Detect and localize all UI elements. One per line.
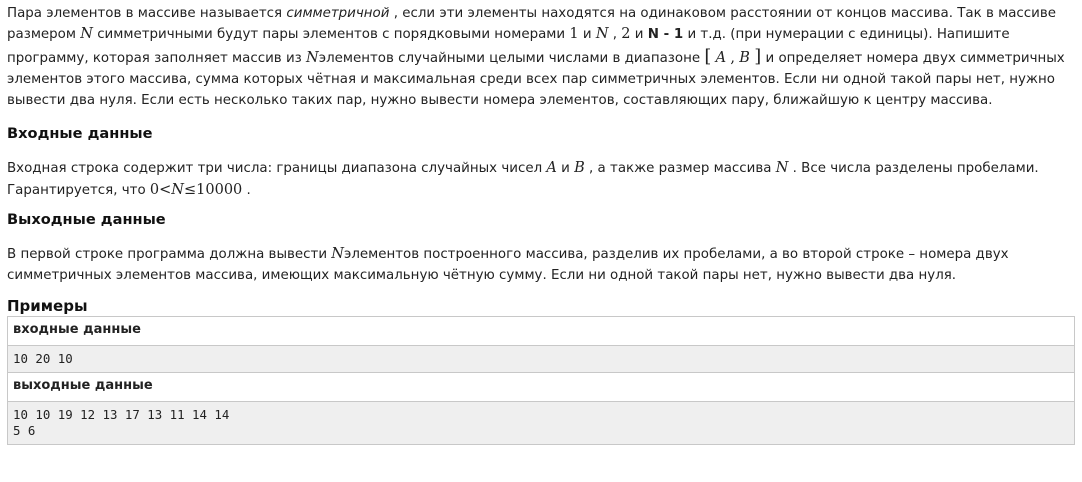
math-comma: , bbox=[730, 49, 736, 66]
example-input-value[interactable] bbox=[8, 345, 1075, 372]
math-var-a: A bbox=[546, 160, 557, 177]
example-input-row bbox=[8, 345, 1075, 372]
statement-text: и bbox=[634, 27, 644, 43]
math-var-a: A bbox=[715, 49, 727, 66]
math-bracket: ] bbox=[754, 45, 762, 67]
math-var-b: B bbox=[739, 49, 750, 66]
math-operator: ≤ bbox=[183, 181, 197, 198]
example-output-line: 10 10 19 12 13 17 13 11 14 14 bbox=[13, 406, 230, 422]
input-heading: Входные данные bbox=[7, 125, 153, 143]
input-text: Входная строка содержит три числа: границы диапазона случайных чисел bbox=[7, 161, 543, 177]
math-bracket: [ bbox=[704, 45, 712, 67]
statement-text: и т.д. (при нумерации с единицы). Напишите программу, которая заполняет массив из bbox=[7, 27, 1010, 66]
statement-text: , bbox=[612, 27, 618, 43]
output-text: В первой строке программа должна вывести bbox=[7, 247, 328, 263]
math-number: 10000 bbox=[196, 181, 243, 198]
math-number: 0 bbox=[149, 181, 160, 198]
input-text: , а также размер массива bbox=[589, 161, 772, 177]
math-var-n: N bbox=[775, 160, 789, 177]
examples-heading: Примеры bbox=[7, 296, 88, 315]
statement-text: элементов случайными целыми числами в диапазоне bbox=[318, 50, 701, 66]
math-var-n: N bbox=[306, 49, 319, 66]
input-description bbox=[7, 158, 1075, 201]
example-input-label: входные данные bbox=[8, 316, 1075, 345]
example-output-line: 5 6 bbox=[13, 422, 36, 438]
math-var-n: N bbox=[331, 246, 344, 263]
statement-text: и bbox=[582, 27, 592, 43]
math-var-n: N bbox=[595, 26, 609, 43]
math-operator: < bbox=[159, 181, 172, 198]
input-text: . Все числа разделены пробелами. Гарантируется, что bbox=[7, 161, 1039, 198]
statement-text: Пара элементов в массиве называется bbox=[7, 6, 283, 21]
example-output-value[interactable] bbox=[8, 401, 1075, 444]
output-text: элементов построенного массива, разделив их пробелами, а во второй строке – номера двух симметричных элементов массива, имеющих максимальную чётную сумму. Если ни одной такой пары нет, нужно вывести два нуля. bbox=[7, 247, 1009, 284]
examples-table bbox=[7, 316, 1075, 445]
example-output-label: выходные данные bbox=[8, 372, 1075, 401]
statement-text: , если эти элементы находятся на одинаковом расстоянии от концов массива. Так в массиве размером bbox=[7, 6, 1056, 43]
input-text: . bbox=[246, 182, 251, 198]
output-heading: Выходные данные bbox=[7, 211, 166, 229]
example-output-row bbox=[8, 401, 1075, 444]
math-number: 2 bbox=[621, 26, 631, 43]
statement-text: и определяет номера двух симметричных элементов этого массива, сумма которых чётная и максимальная среди всех пар симметричных элементов. Если ни одной такой пары нет, нужно вывести два нуля. Если есть несколько таких пар, нужно вывести номера элементов, составляющих пару, ближайшую к центру массива. bbox=[7, 50, 1065, 109]
statement-text: симметричными будут пары элементов с порядковыми номерами bbox=[97, 27, 566, 43]
example-input-header-row bbox=[8, 316, 1075, 345]
math-number: 1 bbox=[569, 26, 579, 43]
statement-term: симметричной bbox=[286, 6, 390, 21]
input-text: и bbox=[561, 161, 570, 177]
example-output-header-row bbox=[8, 372, 1075, 401]
example-input-line: 10 20 10 bbox=[13, 350, 73, 366]
output-description bbox=[7, 244, 1075, 287]
math-expression: N - 1 bbox=[647, 27, 684, 43]
math-var-b: B bbox=[574, 160, 585, 177]
math-var-n: N bbox=[171, 181, 184, 198]
math-var-n: N bbox=[80, 26, 93, 43]
problem-statement bbox=[7, 3, 1075, 111]
